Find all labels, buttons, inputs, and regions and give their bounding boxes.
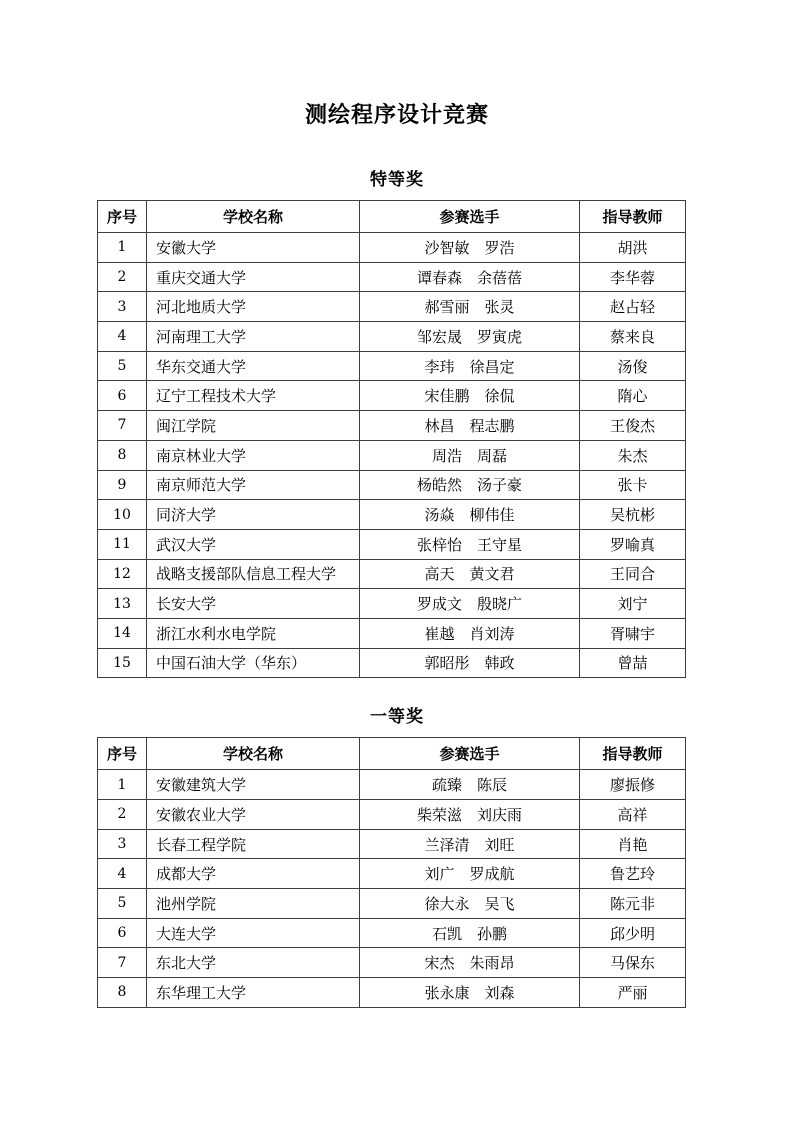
teacher-cell: 高祥 [580,800,686,830]
school-cell: 安徽建筑大学 [147,770,360,800]
column-header: 指导教师 [580,738,686,770]
page-title: 测绘程序设计竞赛 [304,102,489,128]
row-number-cell: 10 [98,500,147,530]
school-cell: 东北大学 [147,948,360,978]
contestants-cell: 周浩 周磊 [360,440,580,470]
teacher-cell: 马保东 [580,948,686,978]
school-cell: 成都大学 [147,859,360,889]
school-cell: 战略支援部队信息工程大学 [147,559,360,589]
school-cell: 安徽大学 [147,233,360,263]
school-cell: 重庆交通大学 [147,262,360,292]
teacher-cell: 蔡来良 [580,322,686,352]
contestants-cell: 李玮 徐昌定 [360,351,580,381]
header-row [98,201,686,233]
teacher-cell: 胡洪 [580,233,686,263]
row-number-cell: 7 [98,948,147,978]
section-heading: 特等奖 [370,170,424,190]
row-number-cell: 7 [98,411,147,441]
contestants-cell: 宋杰 朱雨昂 [360,948,580,978]
contestants-cell: 石凯 孙鹏 [360,918,580,948]
contestants-cell: 高天 黄文君 [360,559,580,589]
teacher-cell: 罗喻真 [580,529,686,559]
section-heading: 一等奖 [370,707,424,728]
contestants-cell: 汤焱 柳伟佳 [360,500,580,530]
table-row [98,262,686,292]
row-number-cell: 3 [98,292,147,322]
school-cell: 辽宁工程技术大学 [147,381,360,411]
teacher-cell: 胥啸宇 [580,618,686,648]
table-row [98,800,686,830]
table-row [98,292,686,322]
row-number-cell: 15 [98,648,147,678]
contestants-cell: 宋佳鹏 徐侃 [360,381,580,411]
contestants-cell: 郝雪丽 张灵 [360,292,580,322]
teacher-cell: 廖振修 [580,770,686,800]
table-row [98,648,686,678]
row-number-cell: 6 [98,381,147,411]
contestants-cell: 刘广 罗成航 [360,859,580,889]
row-number-cell: 3 [98,829,147,859]
contestants-cell: 兰泽清 刘旺 [360,829,580,859]
header-row [98,738,686,770]
teacher-cell: 邱少明 [580,918,686,948]
table-row [98,470,686,500]
contestants-cell: 邹宏晟 罗寅虎 [360,322,580,352]
school-cell: 池州学院 [147,889,360,919]
table-row [98,770,686,800]
row-number-cell: 5 [98,351,147,381]
column-header: 参赛选手 [360,738,580,770]
contestants-cell: 张永康 刘森 [360,978,580,1008]
table-body [98,770,686,1008]
table-row [98,829,686,859]
contestants-cell: 柴荣滋 刘庆雨 [360,800,580,830]
table-row [98,233,686,263]
contestants-cell: 杨皓然 汤子豪 [360,470,580,500]
school-cell: 闽江学院 [147,411,360,441]
award-table [97,200,686,678]
table-row [98,589,686,619]
contestants-cell: 疏臻 陈辰 [360,770,580,800]
contestants-cell: 郭昭彤 韩政 [360,648,580,678]
teacher-cell: 陈元非 [580,889,686,919]
school-cell: 长春工程学院 [147,829,360,859]
teacher-cell: 严丽 [580,978,686,1008]
contestants-cell: 张梓怡 王守星 [360,529,580,559]
contestants-cell: 林昌 程志鹏 [360,411,580,441]
row-number-cell: 9 [98,470,147,500]
table-row [98,351,686,381]
row-number-cell: 4 [98,859,147,889]
table-row [98,978,686,1008]
row-number-cell: 8 [98,440,147,470]
column-header: 序号 [98,738,147,770]
table-body [98,233,686,678]
column-header: 指导教师 [580,201,686,233]
school-cell: 浙江水利水电学院 [147,618,360,648]
school-cell: 中国石油大学（华东） [147,648,360,678]
contestants-cell: 罗成文 殷晓广 [360,589,580,619]
school-cell: 安徽农业大学 [147,800,360,830]
column-header: 序号 [98,201,147,233]
row-number-cell: 12 [98,559,147,589]
column-header: 参赛选手 [360,201,580,233]
table-row [98,948,686,978]
teacher-cell: 汤俊 [580,351,686,381]
row-number-cell: 8 [98,978,147,1008]
school-cell: 大连大学 [147,918,360,948]
teacher-cell: 鲁艺玲 [580,859,686,889]
teacher-cell: 吴杭彬 [580,500,686,530]
teacher-cell: 朱杰 [580,440,686,470]
table-header [98,201,686,233]
school-cell: 河南理工大学 [147,322,360,352]
school-cell: 华东交通大学 [147,351,360,381]
row-number-cell: 5 [98,889,147,919]
teacher-cell: 张卡 [580,470,686,500]
table-row [98,322,686,352]
table-header [98,738,686,770]
contestants-cell: 徐大永 吴飞 [360,889,580,919]
award-section [0,170,794,678]
table-row [98,859,686,889]
teacher-cell: 王俊杰 [580,411,686,441]
school-cell: 武汉大学 [147,529,360,559]
table-row [98,889,686,919]
table-row [98,529,686,559]
row-number-cell: 1 [98,770,147,800]
row-number-cell: 14 [98,618,147,648]
row-number-cell: 11 [98,529,147,559]
teacher-cell: 隋心 [580,381,686,411]
school-cell: 同济大学 [147,500,360,530]
school-cell: 南京林业大学 [147,440,360,470]
column-header: 学校名称 [147,201,360,233]
school-cell: 东华理工大学 [147,978,360,1008]
row-number-cell: 2 [98,800,147,830]
teacher-cell: 王同合 [580,559,686,589]
school-cell: 长安大学 [147,589,360,619]
row-number-cell: 13 [98,589,147,619]
teacher-cell: 肖艳 [580,829,686,859]
table-row [98,618,686,648]
table-row [98,440,686,470]
column-header: 学校名称 [147,738,360,770]
table-row [98,500,686,530]
row-number-cell: 1 [98,233,147,263]
row-number-cell: 2 [98,262,147,292]
table-row [98,559,686,589]
contestants-cell: 沙智敏 罗浩 [360,233,580,263]
contestants-cell: 崔越 肖刘涛 [360,618,580,648]
table-row [98,918,686,948]
contestants-cell: 谭春森 余蓓蓓 [360,262,580,292]
teacher-cell: 曾喆 [580,648,686,678]
award-table [97,737,686,1008]
school-cell: 河北地质大学 [147,292,360,322]
teacher-cell: 刘宁 [580,589,686,619]
table-row [98,381,686,411]
row-number-cell: 4 [98,322,147,352]
teacher-cell: 李华蓉 [580,262,686,292]
document-body [0,170,794,1008]
row-number-cell: 6 [98,918,147,948]
award-section [0,707,794,1008]
table-row [98,411,686,441]
school-cell: 南京师范大学 [147,470,360,500]
teacher-cell: 赵占轻 [580,292,686,322]
